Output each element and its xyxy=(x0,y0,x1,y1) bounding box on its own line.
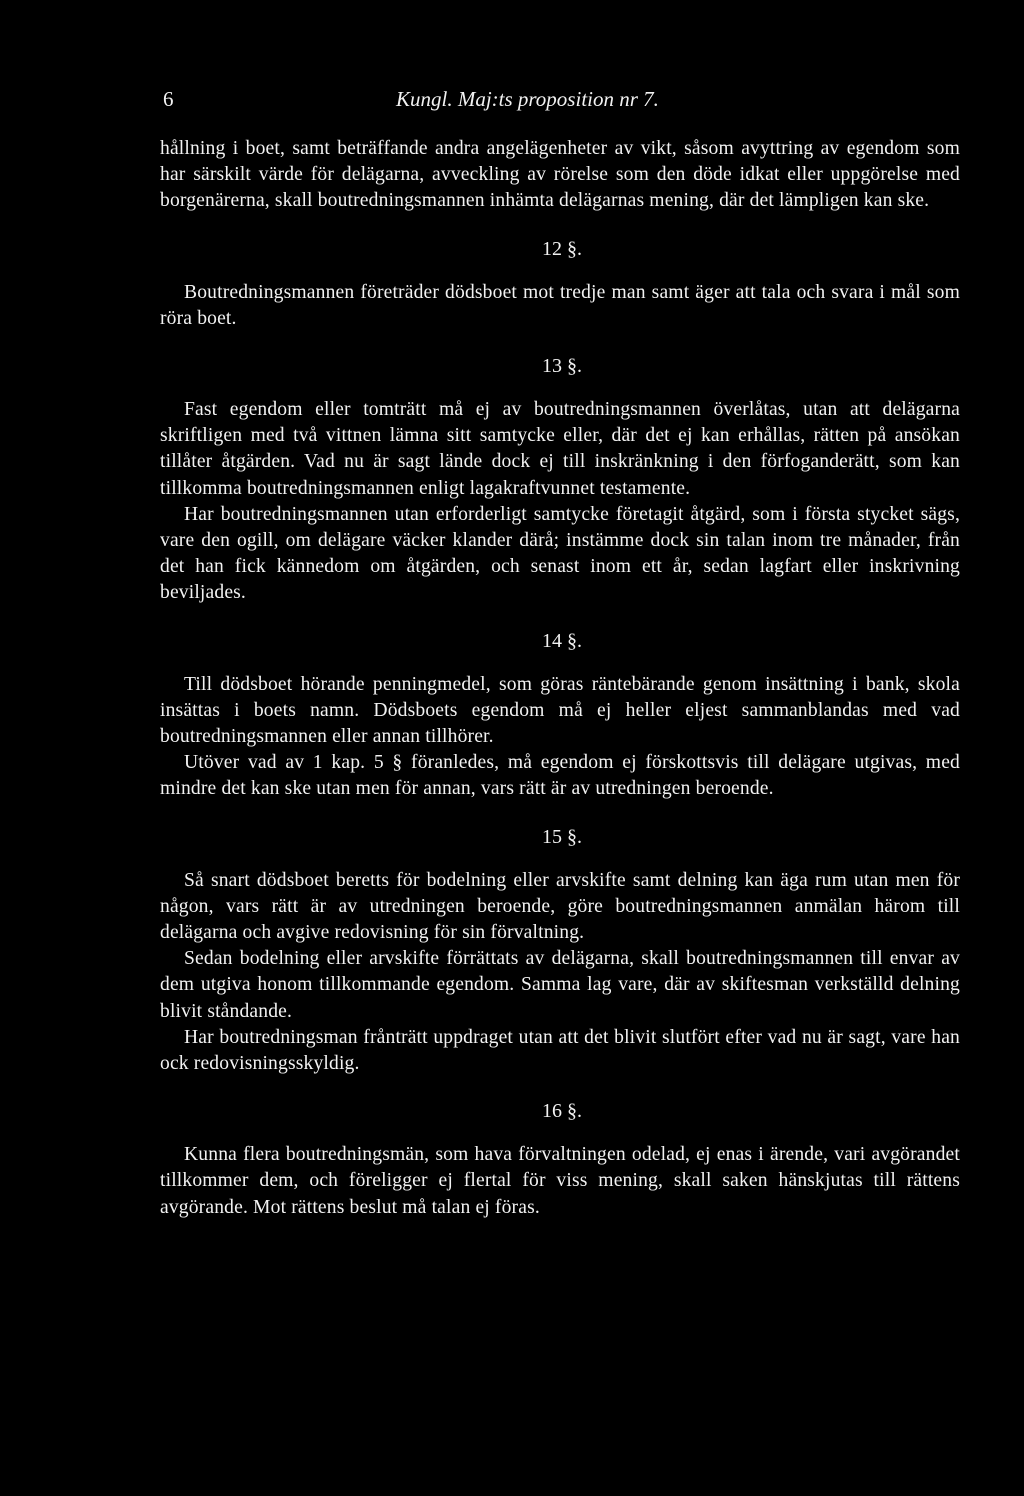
section-12-paragraph-1: Boutredningsmannen företräder dödsboet mot tredje man samt äger att tala och svara i mål som röra boet. xyxy=(160,281,960,329)
section-heading-14: 14 §. xyxy=(542,629,582,652)
page-number: 6 xyxy=(163,87,174,111)
section-13-paragraph-2: Har boutredningsmannen utan erforderligt samtycke företagit åtgärd, som i första stycket sägs, vare den ogill, om delägare väcker klander därå; instämme dock sin talan inom tre månader, från det han fick kännedom om åtgärden, och senast inom ett år, sedan lagfart eller inskrivning beviljades. xyxy=(160,503,960,604)
section-heading-12: 12 §. xyxy=(542,237,582,260)
section-heading-16: 16 §. xyxy=(542,1100,582,1123)
section-14-paragraph-1: Till dödsboet hörande penningmedel, som göras räntebärande genom insättning i bank, skola insättas i boets namn. Dödsboets egendom må ej heller eljest sammanblandas med vad boutredningsmannen eller annan tillhörer. xyxy=(160,673,960,748)
document-body xyxy=(160,136,960,1221)
section-heading-15: 15 §. xyxy=(542,825,582,848)
document-page xyxy=(160,84,960,1464)
section-16-paragraph-1: Kunna flera boutredningsmän, som hava förvaltningen odelad, ej enas i ärende, vari avgörandet tillkommer dem, och föreligger ej flertal för viss mening, skall saken hänskjutas till rättens avgörande. Mot rättens beslut må talan ej föras. xyxy=(160,1144,960,1218)
page-header xyxy=(160,84,960,114)
section-15-paragraph-1: Så snart dödsboet beretts för bodelning eller arvskifte samt delning kan äga rum utan men för någon, vars rätt är av utredningen beroende, göre boutredningsmannen anmälan härom till delägarna och avgive redovisning för sin förvaltning. xyxy=(160,869,960,944)
section-heading-13: 13 §. xyxy=(542,355,582,378)
intro-paragraph: hållning i boet, samt beträffande andra angelägenheter av vikt, såsom avyttring av egendom som har särskilt värde för delägarna, avveckling av rörelse som den döde idkat eller uppgörelse med borgenärerna, skall boutredningsmannen inhämta delägarnas mening, där det lämpligen kan ske. xyxy=(160,138,960,212)
section-15-paragraph-2: Sedan bodelning eller arvskifte förrättats av delägarna, skall boutredningsmannen till envar av dem utgiva honom tillkommande egendom. Samma lag vare, där av skiftesman verkställd delning blivit ståndande. xyxy=(160,948,960,1022)
section-15-paragraph-3: Har boutredningsman frånträtt uppdraget utan att det blivit slutfört efter vad nu är sagt, vare han ock redovisningsskyldig. xyxy=(160,1026,960,1075)
section-13-paragraph-1: Fast egendom eller tomträtt må ej av boutredningsmannen överlåtas, utan att delägarna skriftligen med två vittnen lämna sitt samtycke eller, där det ej kan erhållas, rätten på ansökan tillåter åtgärden. Vad nu är sagt lände dock ej till inskränkning i den förfoganderätt, som kan tillkomma boutredningsmannen enligt lagakraftvunnet testamente. xyxy=(160,399,960,499)
section-14-paragraph-2: Utöver vad av 1 kap. 5 § föranledes, må egendom ej förskottsvis till delägare utgivas, med mindre det kan ske utan men för annan, vars rätt är av utredningen beroende. xyxy=(160,752,960,800)
running-title: Kungl. Maj:ts proposition nr 7. xyxy=(396,87,659,111)
